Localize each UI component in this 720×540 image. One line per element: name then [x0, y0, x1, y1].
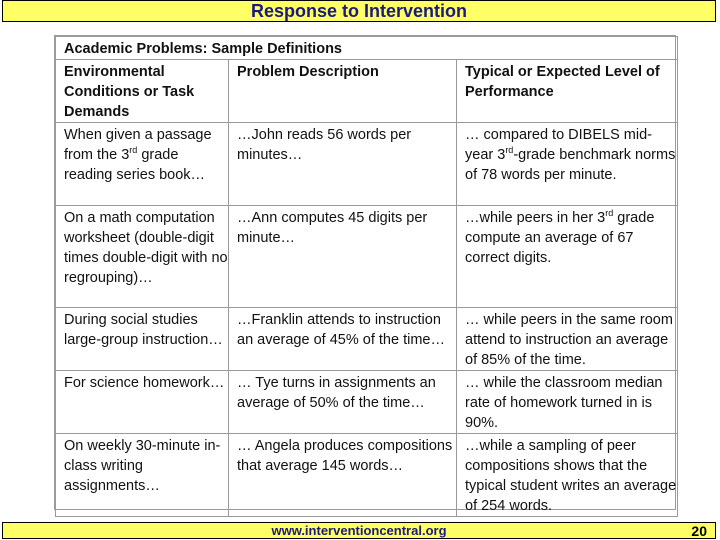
table-row [56, 206, 678, 308]
column-header-problem: Problem Description [229, 60, 457, 123]
conditions-cell: When given a passage from the 3rd grade reading series book… [56, 123, 229, 206]
column-header-expected: Typical or Expected Level of Performance [457, 60, 678, 123]
problem-cell: … Angela produces compositions that average 145 words… [229, 434, 457, 517]
problem-cell: …Ann computes 45 digits per minute… [229, 206, 457, 308]
footer-bar [2, 522, 716, 539]
conditions-cell: On weekly 30-minute in-class writing assignments… [56, 434, 229, 517]
expected-cell: … compared to DIBELS mid-year 3rd-grade benchmark norms of 78 words per minute. [457, 123, 678, 206]
expected-cell: … while peers in the same room attend to instruction an average of 85% of the time. [457, 308, 678, 371]
problem-cell: …Franklin attends to instruction an average of 45% of the time… [229, 308, 457, 371]
conditions-cell: On a math computation worksheet (double-digit times double-digit with no regrouping)… [56, 206, 229, 308]
table-row [56, 123, 678, 206]
conditions-cell: During social studies large-group instruction… [56, 308, 229, 371]
definitions-table [54, 35, 677, 514]
expected-cell: …while peers in her 3rd grade compute an average of 67 correct digits. [457, 206, 678, 308]
page-number: 20 [691, 523, 707, 539]
problem-cell: … Tye turns in assignments an average of 50% of the time… [229, 371, 457, 434]
table-row [56, 371, 678, 434]
table-row [56, 308, 678, 371]
footer-url: www.interventioncentral.org [271, 523, 447, 538]
expected-cell: … while the classroom median rate of homework turned in is 90%. [457, 371, 678, 434]
expected-cell: …while a sampling of peer compositions shows that the typical student writes an average of 254 words. [457, 434, 678, 517]
problem-cell: …John reads 56 words per minutes… [229, 123, 457, 206]
column-header-conditions: Environmental Conditions or Task Demands [56, 60, 229, 123]
slide-title: Response to Intervention [2, 0, 716, 22]
conditions-cell: For science homework… [56, 371, 229, 434]
table-row [56, 434, 678, 517]
table-caption: Academic Problems: Sample Definitions [56, 37, 678, 60]
